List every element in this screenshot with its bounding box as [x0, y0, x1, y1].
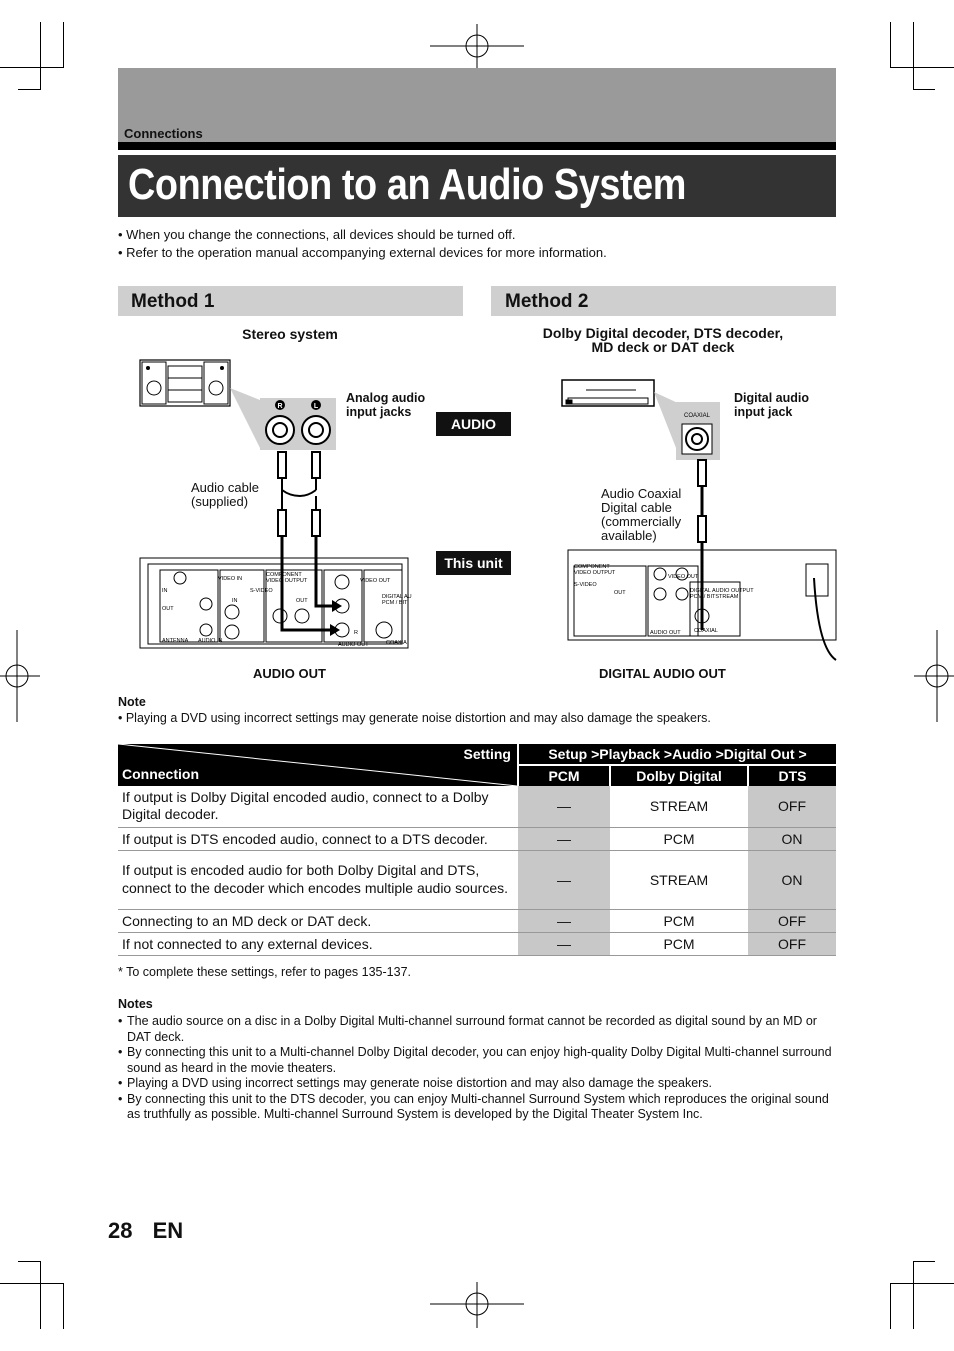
panel2-component: COMPONENT VIDEO OUTPUT	[574, 564, 616, 576]
row-connection: If output is encoded audio for both Dolby Digital and DTS, connect to the decoder which encodes multiple audio sources.	[118, 850, 518, 909]
coaxial-cable-icon	[698, 460, 706, 630]
panel1-coaxial: COAXIA	[386, 640, 407, 646]
panel1-audio-out: AUDIO OUT	[338, 642, 369, 648]
panel1-out-2: OUT	[296, 598, 308, 604]
table-row	[118, 909, 836, 932]
audio-cable-label: Audio cable (supplied)	[191, 480, 259, 509]
panel1-video-in: VIDEO IN	[218, 576, 243, 582]
row-dts: ON	[748, 827, 836, 850]
power-cord-icon	[814, 578, 836, 660]
digital-audio-out-label: DIGITAL AUDIO OUT	[599, 666, 726, 681]
jack-l-label: L	[313, 403, 319, 410]
decoder-device-icon	[562, 380, 654, 406]
row-connection: If output is DTS encoded audio, connect to a DTS decoder.	[118, 827, 518, 850]
row-pcm: —	[518, 850, 610, 909]
row-connection: If output is Dolby Digital encoded audio, connect to a Dolby Digital decoder.	[118, 786, 518, 827]
stereo-system-label: Stereo system	[242, 326, 338, 342]
method2-title: Method 2	[505, 291, 589, 312]
page-title: Connection to an Audio System	[128, 160, 686, 209]
note-item-text: By connecting this unit to the DTS decoder, you can enjoy Multi-channel Surround System which reproduces the original sound as truthfully as possible. Multi-channel Surround System is developed by the Digital Theater System Inc.	[127, 1091, 829, 1121]
audio-out-label: AUDIO OUT	[253, 666, 326, 681]
note-text: • Playing a DVD using incorrect settings may generate noise distortion and may also damage the speakers.	[118, 711, 711, 725]
row-dts: ON	[748, 850, 836, 909]
row-dolby: PCM	[610, 827, 748, 850]
registration-mark-bottom	[430, 1282, 524, 1328]
panel1-antenna: ANTENNA	[162, 638, 189, 644]
section-label: Connections	[124, 126, 203, 141]
note-heading: Note	[118, 695, 146, 709]
row-pcm: —	[518, 932, 610, 955]
table-row	[118, 932, 836, 955]
header-rule	[118, 142, 836, 150]
row-pcm: —	[518, 786, 610, 827]
method1-title: Method 1	[131, 291, 215, 312]
col-pcm: PCM	[518, 765, 610, 786]
audio-tag: AUDIO	[436, 412, 511, 436]
panel2-digital: DIGITAL AUDIO OUTPUT PCM / BITSTREAM	[690, 588, 754, 600]
row-dolby: PCM	[610, 909, 748, 932]
panel1-in-2: IN	[232, 598, 238, 604]
row-dts: OFF	[748, 932, 836, 955]
row-pcm: —	[518, 909, 610, 932]
panel2-video-out: VIDEO OUT	[668, 574, 699, 580]
row-dolby: STREAM	[610, 850, 748, 909]
page-number	[108, 1218, 183, 1244]
registration-mark-top	[430, 24, 524, 70]
row-dts: OFF	[748, 909, 836, 932]
this-unit-tag: This unit	[436, 551, 511, 575]
row-connection: If not connected to any external devices.	[118, 932, 518, 955]
intro-bullet-2: • Refer to the operation manual accompanying external devices for more information.	[118, 245, 607, 260]
jack-r-label: R	[277, 403, 283, 410]
corner-connection-label: Connection	[122, 766, 199, 782]
row-dolby: STREAM	[610, 786, 748, 827]
panel2-audio-out: AUDIO OUT	[650, 630, 681, 636]
footnote: * To complete these settings, refer to pages 135-137.	[118, 965, 412, 979]
panel2-coaxial: COAXIAL	[694, 628, 718, 634]
settings-table	[118, 744, 836, 956]
page-number-value: 28	[108, 1218, 133, 1243]
row-pcm: —	[518, 827, 610, 850]
digital-jack-label: Digital audio input jack	[734, 391, 809, 419]
list-item: • By connecting this unit to a Multi-channel Dolby Digital decoder, you can enjoy high-quality Dolby Digital Multi-channel surround sound as heard in the movie theaters.	[118, 1045, 836, 1076]
row-dts: OFF	[748, 786, 836, 827]
col-dolby: Dolby Digital	[610, 765, 748, 786]
coaxial-cable-label: Audio Coaxial Digital cable (commercially available)	[601, 486, 682, 543]
panel1-r: R	[354, 630, 358, 636]
note-item-text: The audio source on a disc in a Dolby Digital Multi-channel surround format cannot be recorded as digital sound by an MD or DAT deck.	[127, 1014, 817, 1044]
registration-mark-left	[0, 630, 40, 722]
table-row	[118, 850, 836, 909]
table-row	[118, 827, 836, 850]
notes-list	[118, 1014, 836, 1123]
panel1-component: COMPONENT VIDEO OUTPUT	[266, 572, 308, 584]
row-connection: Connecting to an MD deck or DAT deck.	[118, 909, 518, 932]
list-item: • By connecting this unit to the DTS decoder, you can enjoy Multi-channel Surround System which reproduces the original sound as truthfully as possible. Multi-channel Surround System is developed by the Digital Theater System Inc.	[118, 1092, 836, 1123]
menu-path-header: Setup >Playback >Audio >Digital Out >	[518, 744, 836, 765]
coaxial-label: COAXIAL	[683, 413, 711, 419]
panel1-digital: DIGITAL AU PCM / BIT	[382, 594, 412, 606]
panel1-audio-in: AUDIO IN	[198, 638, 223, 644]
notes-heading: Notes	[118, 997, 153, 1011]
intro-bullet-1: • When you change the connections, all devices should be turned off.	[118, 227, 516, 242]
decoder-device-label: Dolby Digital decoder, DTS decoder, MD deck or DAT deck	[542, 325, 784, 355]
row-dolby: PCM	[610, 932, 748, 955]
panel1-s-video: S-VIDEO	[250, 588, 273, 594]
panel2-out: OUT	[614, 590, 626, 596]
panel1-out-1: OUT	[162, 606, 174, 612]
page-lang: EN	[152, 1218, 184, 1243]
list-item: • The audio source on a disc in a Dolby Digital Multi-channel surround format cannot be recorded as digital sound by an MD or DAT deck.	[118, 1014, 836, 1045]
analog-jacks-label: Analog audio input jacks	[346, 391, 426, 419]
stereo-system-icon	[140, 360, 230, 406]
header-band	[118, 68, 836, 142]
note-item-text: Playing a DVD using incorrect settings may generate noise distortion and may also damage the speakers.	[127, 1076, 713, 1090]
table-row	[118, 786, 836, 827]
col-dts: DTS	[748, 765, 836, 786]
registration-mark-right	[914, 630, 954, 722]
panel1-in-1: IN	[162, 588, 168, 594]
list-item: • Playing a DVD using incorrect settings may generate noise distortion and may also damage the speakers.	[118, 1076, 713, 1090]
panel2-s-video: S-VIDEO	[574, 582, 597, 588]
panel1-video-out: VIDEO OUT	[360, 578, 391, 584]
note-item-text: By connecting this unit to a Multi-channel Dolby Digital decoder, you can enjoy high-quality Dolby Digital Multi-channel surround sound as heard in the movie theaters.	[127, 1045, 832, 1075]
corner-setting-label: Setting	[463, 746, 511, 762]
table-corner-cell	[118, 744, 518, 786]
